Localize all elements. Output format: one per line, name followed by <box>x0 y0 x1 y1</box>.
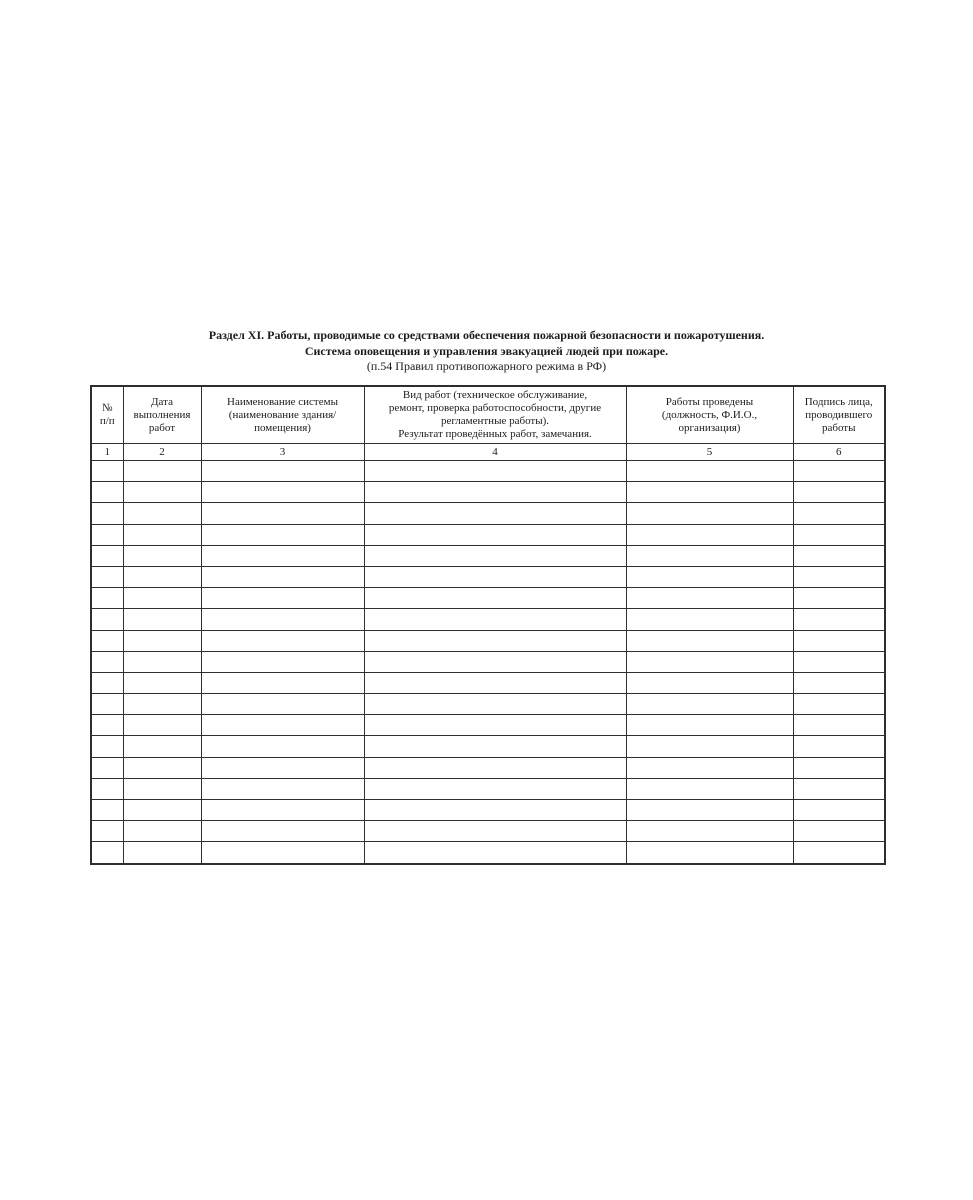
empty-cell <box>91 588 123 609</box>
column-number-4: 4 <box>364 444 626 461</box>
column-header-date: Дата выполнения работ <box>123 386 201 444</box>
empty-cell <box>364 715 626 736</box>
empty-cell <box>201 524 364 545</box>
empty-cell <box>626 609 793 630</box>
empty-cell <box>91 800 123 821</box>
empty-cell <box>91 778 123 799</box>
empty-cell <box>793 672 885 693</box>
section-title-block <box>0 328 973 375</box>
section-title-line-1: Раздел XI. Работы, проводимые со средствами обеспечения пожарной безопасности и пожаротушения. <box>208 328 765 342</box>
empty-cell <box>793 757 885 778</box>
empty-cell <box>123 461 201 482</box>
empty-cell <box>91 736 123 757</box>
empty-cell <box>91 694 123 715</box>
journal-empty-row <box>91 545 885 566</box>
journal-empty-row <box>91 566 885 587</box>
empty-cell <box>91 461 123 482</box>
empty-cell <box>364 482 626 503</box>
empty-cell <box>123 630 201 651</box>
empty-cell <box>91 842 123 864</box>
journal-empty-row <box>91 694 885 715</box>
empty-cell <box>364 736 626 757</box>
empty-cell <box>793 609 885 630</box>
empty-cell <box>626 651 793 672</box>
empty-cell <box>793 842 885 864</box>
journal-entries-body <box>91 461 885 864</box>
empty-cell <box>201 566 364 587</box>
empty-cell <box>91 566 123 587</box>
empty-cell <box>793 736 885 757</box>
empty-cell <box>91 757 123 778</box>
empty-cell <box>123 736 201 757</box>
empty-cell <box>364 757 626 778</box>
empty-cell <box>793 524 885 545</box>
journal-empty-row <box>91 609 885 630</box>
empty-cell <box>123 566 201 587</box>
empty-cell <box>793 651 885 672</box>
empty-cell <box>201 736 364 757</box>
empty-cell <box>626 524 793 545</box>
journal-empty-row <box>91 503 885 524</box>
empty-cell <box>123 482 201 503</box>
empty-cell <box>364 694 626 715</box>
empty-cell <box>91 545 123 566</box>
empty-cell <box>91 503 123 524</box>
empty-cell <box>91 482 123 503</box>
empty-cell <box>201 609 364 630</box>
empty-cell <box>123 694 201 715</box>
journal-empty-row <box>91 524 885 545</box>
empty-cell <box>201 672 364 693</box>
empty-cell <box>626 588 793 609</box>
column-number-2: 2 <box>123 444 201 461</box>
empty-cell <box>364 778 626 799</box>
empty-cell <box>91 821 123 842</box>
empty-cell <box>91 609 123 630</box>
journal-empty-row <box>91 715 885 736</box>
empty-cell <box>201 461 364 482</box>
empty-cell <box>91 630 123 651</box>
empty-cell <box>201 630 364 651</box>
journal-table <box>90 385 886 865</box>
empty-cell <box>793 694 885 715</box>
empty-cell <box>364 800 626 821</box>
empty-cell <box>364 672 626 693</box>
empty-cell <box>364 566 626 587</box>
empty-cell <box>793 503 885 524</box>
empty-cell <box>364 630 626 651</box>
empty-cell <box>364 609 626 630</box>
empty-cell <box>201 778 364 799</box>
journal-empty-row <box>91 778 885 799</box>
empty-cell <box>626 630 793 651</box>
empty-cell <box>123 503 201 524</box>
empty-cell <box>364 461 626 482</box>
empty-cell <box>123 672 201 693</box>
empty-cell <box>793 461 885 482</box>
empty-cell <box>793 821 885 842</box>
column-number-3: 3 <box>201 444 364 461</box>
journal-empty-row <box>91 630 885 651</box>
empty-cell <box>123 715 201 736</box>
empty-cell <box>626 545 793 566</box>
section-title-line-3: (п.54 Правил противопожарного режима в РФ) <box>366 359 607 373</box>
empty-cell <box>201 545 364 566</box>
empty-cell <box>364 524 626 545</box>
empty-cell <box>793 545 885 566</box>
journal-empty-row <box>91 672 885 693</box>
empty-cell <box>793 588 885 609</box>
section-title-line-2: Система оповещения и управления эвакуацией людей при пожаре. <box>304 343 669 358</box>
empty-cell <box>91 651 123 672</box>
empty-cell <box>793 800 885 821</box>
empty-cell <box>123 757 201 778</box>
empty-cell <box>364 588 626 609</box>
empty-cell <box>626 736 793 757</box>
empty-cell <box>201 800 364 821</box>
empty-cell <box>793 715 885 736</box>
empty-cell <box>626 778 793 799</box>
empty-cell <box>201 757 364 778</box>
journal-empty-row <box>91 461 885 482</box>
column-number-1: 1 <box>91 444 123 461</box>
column-header-performed-by: Работы проведены (должность, Ф.И.О., организация) <box>626 386 793 444</box>
empty-cell <box>201 503 364 524</box>
empty-cell <box>123 545 201 566</box>
column-number-6: 6 <box>793 444 885 461</box>
empty-cell <box>201 842 364 864</box>
empty-cell <box>123 524 201 545</box>
journal-empty-row <box>91 482 885 503</box>
column-header-system-name: Наименование системы (наименование здания/ помещения) <box>201 386 364 444</box>
empty-cell <box>793 630 885 651</box>
empty-cell <box>123 800 201 821</box>
column-number-5: 5 <box>626 444 793 461</box>
empty-cell <box>364 821 626 842</box>
empty-cell <box>793 566 885 587</box>
empty-cell <box>201 821 364 842</box>
empty-cell <box>123 609 201 630</box>
empty-cell <box>793 482 885 503</box>
column-number-row <box>91 444 885 461</box>
empty-cell <box>123 778 201 799</box>
empty-cell <box>91 672 123 693</box>
empty-cell <box>626 800 793 821</box>
empty-cell <box>123 842 201 864</box>
empty-cell <box>626 694 793 715</box>
empty-cell <box>793 778 885 799</box>
empty-cell <box>364 651 626 672</box>
journal-empty-row <box>91 736 885 757</box>
empty-cell <box>201 588 364 609</box>
empty-cell <box>201 651 364 672</box>
empty-cell <box>626 757 793 778</box>
empty-cell <box>626 672 793 693</box>
column-header-work-type: Вид работ (техническое обслуживание, ремонт, проверка работоспособности, другие регламентные работы). Результат проведённых работ, замечания. <box>364 386 626 444</box>
empty-cell <box>91 524 123 545</box>
empty-cell <box>626 503 793 524</box>
empty-cell <box>201 715 364 736</box>
empty-cell <box>364 842 626 864</box>
empty-cell <box>201 694 364 715</box>
empty-cell <box>364 545 626 566</box>
empty-cell <box>626 715 793 736</box>
column-header-signature: Подпись лица, проводившего работы <box>793 386 885 444</box>
journal-empty-row <box>91 800 885 821</box>
empty-cell <box>626 461 793 482</box>
header-row <box>91 386 885 444</box>
column-header-number: № п/п <box>91 386 123 444</box>
empty-cell <box>201 482 364 503</box>
empty-cell <box>364 503 626 524</box>
empty-cell <box>91 715 123 736</box>
empty-cell <box>626 842 793 864</box>
journal-empty-row <box>91 842 885 864</box>
empty-cell <box>626 566 793 587</box>
journal-empty-row <box>91 757 885 778</box>
empty-cell <box>123 651 201 672</box>
journal-empty-row <box>91 651 885 672</box>
empty-cell <box>626 482 793 503</box>
journal-empty-row <box>91 821 885 842</box>
empty-cell <box>123 821 201 842</box>
journal-empty-row <box>91 588 885 609</box>
empty-cell <box>123 588 201 609</box>
empty-cell <box>626 821 793 842</box>
